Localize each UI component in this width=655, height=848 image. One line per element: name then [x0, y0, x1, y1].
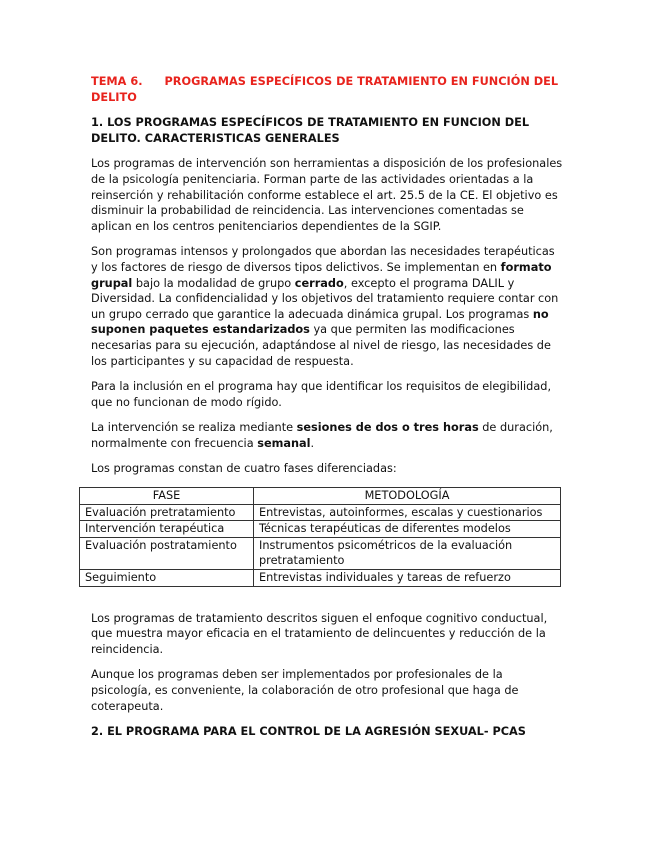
table-header-metodologia: METODOLOGÍA — [254, 488, 561, 505]
table-cell-fase: Seguimiento — [80, 570, 254, 587]
p4-bold-sesiones: sesiones de dos o tres horas — [296, 421, 479, 435]
tema-title-text: PROGRAMAS ESPECÍFICOS DE TRATAMIENTO EN FUNCIÓN DEL DELITO — [91, 75, 559, 104]
paragraph-3: Para la inclusión en el programa hay que identificar los requisitos de elegibilidad, que no funcionan de modo rígido. — [91, 380, 552, 409]
table-cell-fase: Evaluación pretratamiento — [80, 504, 254, 521]
paragraph-5: Los programas constan de cuatro fases diferenciadas: — [91, 462, 397, 476]
table-row — [80, 537, 561, 569]
table-row — [80, 570, 561, 587]
paragraph-1: Los programas de intervención son herramientas a disposición de los profesionales de la psicología penitenciaria. Forman parte de las actividades orientadas a la reinserción y rehabilitación conforme establece el art. 25.5 de la CE. El objetivo es disminuir la probabilidad de reincidencia. Las intervenciones comentadas se aplican en los centros penitenciarios dependientes de la SGIP. — [91, 157, 563, 233]
table-row — [80, 504, 561, 521]
section1-heading: 1. LOS PROGRAMAS ESPECÍFICOS DE TRATAMIENTO EN FUNCION DEL DELITO. CARACTERISTICAS GENERALES — [91, 116, 530, 145]
table-cell-metodologia: Entrevistas individuales y tareas de refuerzo — [254, 570, 561, 587]
section2-heading: 2. EL PROGRAMA PARA EL CONTROL DE LA AGRESIÓN SEXUAL- PCAS — [91, 725, 526, 739]
p4-text-1: La intervención se realiza mediante — [91, 421, 297, 435]
table-header-row — [80, 488, 561, 505]
p4-bold-semanal: semanal — [257, 436, 311, 450]
table-cell-metodologia: Instrumentos psicométricos de la evaluación pretratamiento — [254, 537, 561, 569]
table-cell-metodologia: Entrevistas, autoinformes, escalas y cuestionarios — [254, 504, 561, 521]
phases-table — [79, 487, 561, 587]
p4-text-2: de duración, normalmente con frecuencia — [91, 421, 553, 450]
tema-number: TEMA 6. — [91, 75, 143, 88]
p2-text-4: ya que permiten las modificaciones necesarias para su ejecución, adaptándose al nivel de riesgo, las necesidades de los participantes y su capacidad de respuesta. — [91, 323, 551, 368]
p2-bold-cerrado: cerrado — [294, 276, 344, 290]
p2-bold-formato-grupal: formato grupal — [91, 260, 552, 290]
table-row — [80, 521, 561, 538]
p4-text-3: . — [310, 436, 315, 450]
p2-text-3: , excepto el programa DALIL y Diversidad. La confidencialidad y los objetivos del tratamiento requiere contar con un grupo cerrado que garantice la adecuada dinámica grupal. Los programas — [91, 276, 559, 321]
paragraph-7: Aunque los programas deben ser implementados por profesionales de la psicología, es conveniente, la colaboración de otro profesional que haga de coterapeuta. — [91, 668, 519, 713]
p2-text-1: Son programas intensos y prolongados que abordan las necesidades terapéuticas y los factores de riesgo de diversos tipos delictivos. Se implementan en — [91, 245, 555, 274]
paragraph-2 — [91, 244, 563, 369]
table-header-fase: FASE — [80, 488, 254, 505]
table-cell-fase: Evaluación postratamiento — [80, 537, 254, 569]
table-cell-metodologia: Técnicas terapéuticas de diferentes modelos — [254, 521, 561, 538]
p2-text-2: bajo la modalidad de grupo — [132, 276, 295, 290]
paragraph-4 — [91, 420, 563, 451]
paragraph-6: Los programas de tratamiento descritos siguen el enfoque cognitivo conductual, que muestra mayor eficacia en el tratamiento de delincuentes y reducción de la reincidencia. — [91, 611, 548, 656]
tema-title — [91, 74, 563, 105]
table-cell-fase: Intervención terapéutica — [80, 521, 254, 538]
p2-bold-no-estandarizados: no suponen paquetes estandarizados — [91, 307, 549, 337]
